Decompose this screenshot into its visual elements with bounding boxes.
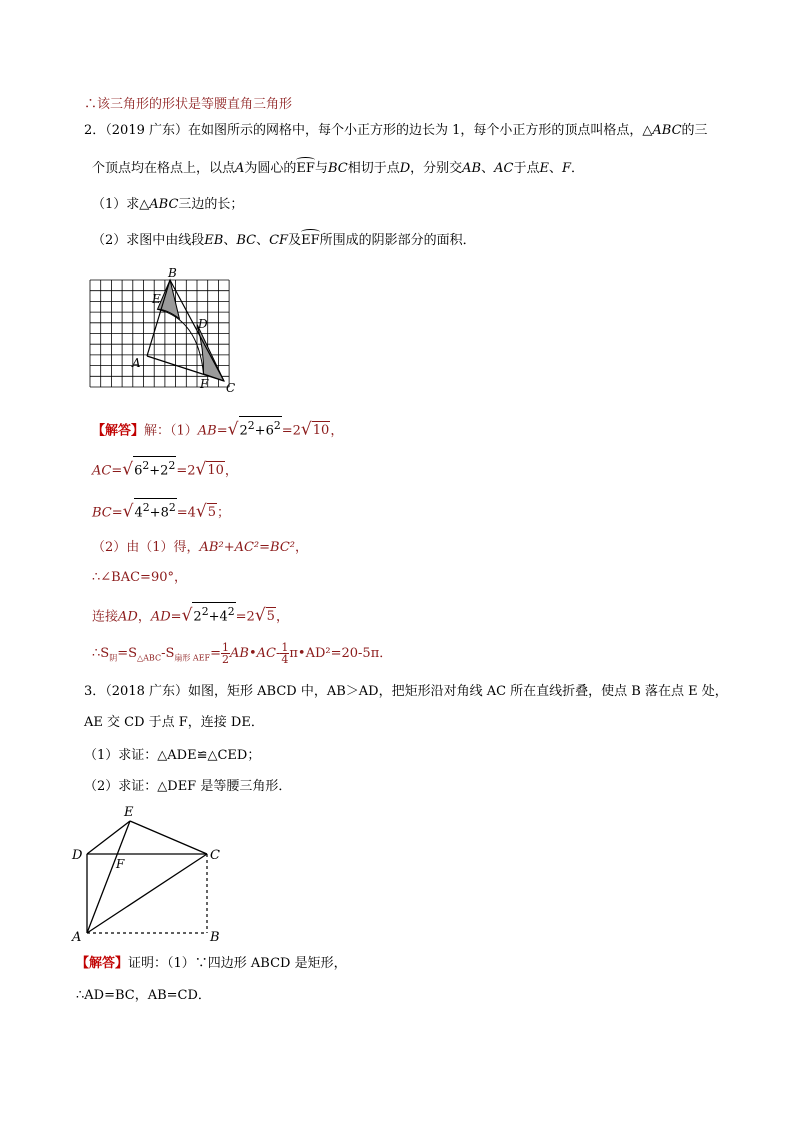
ans2-ac: $AC=√6^2+2^2=2√10$， xyxy=(92,456,238,480)
segment-ec xyxy=(130,821,207,854)
q2-grid-figure xyxy=(86,264,246,398)
label-c: C xyxy=(226,381,236,395)
label-d: D xyxy=(72,848,83,863)
label-f: F xyxy=(200,377,209,391)
label-b: B xyxy=(210,930,220,945)
ans3-line2: ∴AD=BC，AB=CD． xyxy=(76,988,211,1003)
ans2-bc: $BC=√4^2+8^2=4√5$； xyxy=(92,498,230,522)
arc-ef-symbol: EF xyxy=(296,161,315,176)
arc-ef-symbol-2: EF xyxy=(301,233,320,248)
q2-sub2: （2）求图中由线段EB、BC、CF及EF所围成的阴影部分的面积． xyxy=(92,233,476,248)
label-e: E xyxy=(124,805,134,820)
q3-rectangle-figure xyxy=(66,802,236,947)
answer-bracket: 【解答】 xyxy=(92,423,145,439)
label-c: C xyxy=(210,848,220,863)
q3-sub1: （1）求证：△ADE≌△CED； xyxy=(84,748,261,763)
label-d: D xyxy=(198,317,208,331)
ans2-line1: 【解答】解：$(1)AB=√2^2+6^2=2√10$， xyxy=(92,416,343,440)
ans2-part2: （2）由（1）得，AB²+AC²=BC²， xyxy=(92,540,308,555)
label-a: A xyxy=(72,930,82,945)
label-e: E xyxy=(152,292,161,306)
ans2-ad: 连接AD，$AD=√2^2+4^2=2√5$， xyxy=(92,602,289,626)
q3-sub2: （2）求证：△DEF 是等腰三角形． xyxy=(84,779,292,794)
answer-bracket-3: 【解答】 xyxy=(76,956,129,971)
q3-stem-line1: 3．（2018 广东）如图，矩形 ABCD 中，AB＞AD，把矩形沿对角线 AC 所在直线折叠，使点 B 落在点 E 处， xyxy=(84,684,728,699)
q2-stem-line1: 2．（2019 广东）在如图所示的网格中，每个小正方形的边长为 1，每个小正方形的顶点叫格点，△ABC的三 xyxy=(84,123,708,138)
label-b: B xyxy=(168,266,177,280)
segment-ac xyxy=(87,854,207,933)
q2-sub1: （1）求△ABC三边的长； xyxy=(92,197,244,212)
ans2-area: $\therefore S_阴=S_{\triangle ABC}-S_{扇形 AEF}=$ $\frac{1}{2}$ AB•AC- $\frac{1}{4}$ π•AD²=20-5π． xyxy=(92,641,393,666)
ans2-angle: ∴∠BAC=90°， xyxy=(92,570,187,585)
q2-stem-line2: 个顶点均在格点上，以点A为圆心的EF与BC相切于点D，分别交AB、AC于点E、F． xyxy=(92,161,585,176)
q3-stem-line2: AE 交 CD 于点 F，连接 DE． xyxy=(84,715,264,730)
label-f: F xyxy=(116,857,125,871)
ans3-line1: 【解答】证明：（1）∵四边形 ABCD 是矩形， xyxy=(76,956,347,971)
label-a: A xyxy=(132,356,141,370)
prior-conclusion: ∴该三角形的形状是等腰直角三角形 xyxy=(84,97,293,112)
